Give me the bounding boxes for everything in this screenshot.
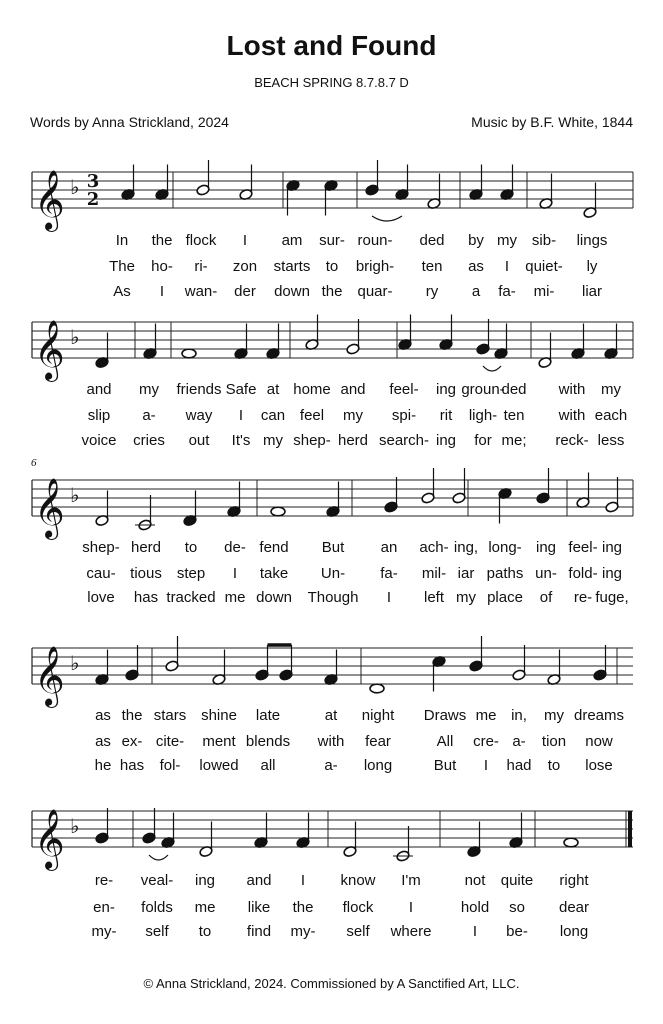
lyric-syllable: ho-	[151, 258, 173, 275]
lyric-syllable: re-	[94, 872, 114, 889]
lyric-syllable: I	[300, 872, 306, 889]
lyric-syllable: cre-	[473, 733, 499, 750]
treble-clef-icon: 𝄞	[34, 320, 65, 380]
lyric-syllable: shep-	[293, 432, 331, 449]
lyric-syllable: stars	[153, 707, 187, 724]
lyric-syllable: he	[94, 757, 112, 774]
lyric-syllable: the	[292, 899, 314, 916]
lyric-syllable: feel-	[389, 381, 419, 398]
lyric-syllable: quiet-	[525, 258, 563, 275]
quarter-note	[95, 808, 109, 844]
final-barline	[628, 811, 632, 847]
lyric-syllable: wan-	[184, 283, 218, 300]
lyric-syllable: each	[594, 407, 628, 424]
lyric-syllable: I	[159, 283, 165, 300]
half-note	[393, 826, 413, 862]
lyric-verse-3	[0, 923, 663, 943]
lyric-syllable: fa-	[498, 283, 516, 300]
lyric-syllable: and	[340, 381, 366, 398]
lyric-syllable: long	[559, 923, 589, 940]
quarter-note	[142, 808, 156, 844]
lyric-syllable: Draws	[423, 707, 467, 724]
lyric-syllable: all	[260, 757, 276, 774]
lyric-syllable: re-	[573, 589, 593, 606]
lyric-syllable: as	[95, 733, 111, 750]
lyric-verse-2	[0, 899, 663, 919]
lyric-syllable: ing	[435, 432, 457, 449]
lyric-syllable: un-	[535, 565, 557, 582]
lyric-syllable: ten	[503, 407, 525, 424]
lyric-syllable: by	[468, 232, 484, 249]
lyric-syllable: an	[380, 539, 398, 556]
lyric-syllable: a-	[512, 733, 526, 750]
lyric-syllable: blends	[245, 733, 291, 750]
lyric-syllable: and	[246, 872, 272, 889]
lyric-syllable: know	[340, 872, 376, 889]
lyric-syllable: shine	[201, 707, 237, 724]
lyric-syllable: me	[194, 899, 216, 916]
lyric-syllable: way	[185, 407, 213, 424]
lyric-syllable: to	[325, 258, 339, 275]
lyric-syllable: me;	[501, 432, 527, 449]
lyric-syllable: Un-	[320, 565, 346, 582]
lyric-syllable: fear	[365, 733, 391, 750]
lyric-syllable: ach-	[419, 539, 449, 556]
lyric-syllable: de-	[224, 539, 246, 556]
lyric-syllable: now	[585, 733, 613, 750]
lyric-syllable: to	[547, 757, 561, 774]
lyric-syllable: my	[263, 432, 283, 449]
lyric-syllable: self	[346, 923, 370, 940]
lyric-syllable: mil-	[421, 565, 447, 582]
lyric-syllable: the	[121, 707, 143, 724]
time-signature-bottom: 2	[86, 189, 100, 210]
lyric-syllable: starts	[273, 258, 311, 275]
lyric-syllable: liar	[581, 283, 603, 300]
lyric-verse-1	[0, 872, 663, 892]
lyric-syllable: self	[145, 923, 169, 940]
lyric-syllable: long-	[488, 539, 522, 556]
measure-number: 6	[31, 457, 37, 469]
lyric-syllable: sur-	[319, 232, 345, 249]
lyric-syllable: ing	[601, 565, 623, 582]
lyric-syllable: my	[601, 381, 621, 398]
lyric-syllable: I'm	[401, 872, 421, 889]
lyric-syllable: so	[509, 899, 525, 916]
key-signature-flat-icon: ♭	[70, 325, 80, 349]
lyric-syllable: herd	[130, 539, 162, 556]
slur	[149, 855, 168, 860]
lyric-syllable: home	[293, 381, 331, 398]
whole-note	[564, 838, 578, 847]
quarter-note	[161, 813, 175, 849]
lyric-syllable: in,	[511, 707, 527, 724]
lyric-syllable: be-	[506, 923, 528, 940]
lyric-syllable: feel-	[568, 539, 598, 556]
lyric-syllable: As	[113, 283, 131, 300]
lyric-syllable: and	[86, 381, 112, 398]
lyric-syllable: veal-	[140, 872, 174, 889]
lyric-syllable: dreams	[573, 707, 625, 724]
lyric-syllable: ing	[435, 381, 457, 398]
lyric-syllable: down	[274, 283, 310, 300]
lyric-syllable: tracked	[166, 589, 216, 606]
lyric-syllable: flock	[342, 899, 374, 916]
lyric-syllable: quar-	[357, 283, 393, 300]
lyric-syllable: dear	[558, 899, 590, 916]
lyric-syllable: iar	[457, 565, 475, 582]
lyric-syllable: The	[109, 258, 135, 275]
lyric-syllable: lowed	[199, 757, 239, 774]
lyric-syllable: my	[497, 232, 517, 249]
lyric-syllable: to	[184, 539, 198, 556]
lyric-syllable: right	[559, 872, 589, 889]
lyric-syllable: Safe	[225, 381, 257, 398]
lyric-syllable: It's	[231, 432, 251, 449]
lyric-syllable: step	[176, 565, 206, 582]
lyric-syllable: But	[433, 757, 457, 774]
lyric-syllable: of	[539, 589, 553, 606]
lyric-syllable: ry	[425, 283, 439, 300]
lyric-syllable: my-	[290, 923, 316, 940]
lyric-syllable: as	[95, 707, 111, 724]
lyric-syllable: less	[597, 432, 625, 449]
lyric-syllable: for	[474, 432, 492, 449]
quarter-note	[254, 813, 268, 849]
lyric-syllable: brigh-	[355, 258, 395, 275]
lyric-syllable: me	[475, 707, 497, 724]
lyric-syllable: lose	[585, 757, 613, 774]
key-signature-flat-icon: ♭	[70, 483, 80, 507]
lyric-syllable: lings	[576, 232, 608, 249]
key-signature-flat-icon: ♭	[70, 651, 80, 675]
lyric-syllable: folds	[141, 899, 173, 916]
lyric-syllable: with	[317, 733, 345, 750]
lyric-syllable: quite	[500, 872, 534, 889]
lyric-syllable: ing	[194, 872, 216, 889]
quarter-note	[296, 813, 310, 849]
key-signature-flat-icon: ♭	[70, 175, 80, 199]
lyric-syllable: hold	[460, 899, 490, 916]
lyric-syllable: I	[232, 565, 238, 582]
lyric-syllable: fuge,	[595, 589, 629, 606]
lyric-syllable: not	[464, 872, 486, 889]
lyric-syllable: my	[544, 707, 564, 724]
lyric-syllable: with	[558, 381, 586, 398]
lyric-syllable: my	[456, 589, 476, 606]
lyric-syllable: voice	[81, 432, 117, 449]
hymn-title: Lost and Found	[226, 30, 437, 61]
lyric-syllable: cite-	[155, 733, 185, 750]
lyric-syllable: ing,	[453, 539, 479, 556]
lyric-syllable: like	[247, 899, 271, 916]
lyric-syllable: as	[468, 258, 484, 275]
lyric-syllable: ligh-	[468, 407, 498, 424]
lyric-syllable: take	[259, 565, 289, 582]
lyric-syllable: has	[119, 757, 145, 774]
lyric-syllable: paths	[486, 565, 524, 582]
lyric-syllable: ten	[421, 258, 443, 275]
lyric-syllable: I	[238, 407, 244, 424]
lyric-syllable: herd	[337, 432, 369, 449]
lyric-syllable: I	[504, 258, 510, 275]
lyric-syllable: mi-	[533, 283, 555, 300]
lyric-syllable: my-	[91, 923, 117, 940]
music-credit: Music by B.F. White, 1844	[471, 114, 633, 130]
lyric-syllable: had	[506, 757, 532, 774]
lyric-syllable: place	[487, 589, 523, 606]
lyric-syllable: where	[390, 923, 432, 940]
lyric-syllable: fol-	[159, 757, 181, 774]
lyric-syllable: the	[151, 232, 173, 249]
lyric-syllable: ri-	[194, 258, 208, 275]
lyric-syllable: night	[361, 707, 395, 724]
lyric-syllable: sib-	[531, 232, 557, 249]
lyric-syllable: flock	[185, 232, 217, 249]
lyric-syllable: with	[558, 407, 586, 424]
lyric-syllable: friends	[176, 381, 222, 398]
lyric-syllable: at	[324, 707, 338, 724]
lyric-syllable: I	[408, 899, 414, 916]
lyric-syllable: I	[386, 589, 392, 606]
lyric-syllable: love	[87, 589, 115, 606]
lyric-syllable: ing	[601, 539, 623, 556]
copyright-notice: © Anna Strickland, 2024. Commissioned by A Sanctified Art, LLC.	[143, 976, 520, 991]
lyric-syllable: can	[260, 407, 286, 424]
lyric-syllable: tious	[130, 565, 162, 582]
lyric-syllable: tion	[541, 733, 567, 750]
lyric-syllable: I	[483, 757, 489, 774]
treble-clef-icon: 𝄞	[34, 170, 65, 230]
lyric-syllable: spi-	[391, 407, 417, 424]
lyric-syllable: my	[343, 407, 363, 424]
lyric-syllable: the	[321, 283, 343, 300]
lyric-syllable: me	[224, 589, 246, 606]
lyric-syllable: late	[255, 707, 281, 724]
tune-name: BEACH SPRING 8.7.8.7 D	[254, 75, 409, 90]
lyric-syllable: ment	[202, 733, 236, 750]
treble-clef-icon: 𝄞	[34, 478, 65, 538]
treble-clef-icon: 𝄞	[34, 809, 65, 869]
lyric-syllable: But	[321, 539, 345, 556]
lyric-syllable: my	[139, 381, 159, 398]
lyric-syllable: out	[188, 432, 210, 449]
lyric-syllable: ded	[419, 232, 445, 249]
lyric-syllable: am	[281, 232, 303, 249]
lyric-syllable: down	[256, 589, 292, 606]
half-note	[199, 822, 213, 858]
lyric-syllable: a-	[324, 757, 338, 774]
lyric-syllable: In	[115, 232, 129, 249]
lyric-syllable: fend	[259, 539, 289, 556]
quarter-note	[467, 822, 481, 858]
lyric-syllable: find	[246, 923, 272, 940]
lyric-syllable: shep-	[82, 539, 120, 556]
lyric-syllable: ing	[535, 539, 557, 556]
lyric-syllable: long	[363, 757, 393, 774]
half-note	[343, 822, 357, 858]
words-credit: Words by Anna Strickland, 2024	[30, 114, 229, 130]
lyric-syllable: I	[472, 923, 478, 940]
lyric-syllable: to	[198, 923, 212, 940]
lyric-syllable: feel	[299, 407, 325, 424]
lyric-syllable: rit	[439, 407, 453, 424]
lyric-syllable: zon	[232, 258, 258, 275]
lyric-syllable: ly	[586, 258, 598, 275]
treble-clef-icon: 𝄞	[34, 646, 65, 706]
lyric-syllable: a-	[142, 407, 156, 424]
lyric-syllable: slip	[87, 407, 111, 424]
lyric-syllable: reck-	[555, 432, 589, 449]
lyric-syllable: groun-	[461, 381, 505, 398]
lyric-syllable: All	[436, 733, 454, 750]
lyric-syllable: fold-	[568, 565, 598, 582]
lyric-syllable: fa-	[380, 565, 398, 582]
lyric-syllable: roun-	[357, 232, 393, 249]
lyric-syllable: cries	[133, 432, 165, 449]
lyric-syllable: left	[423, 589, 445, 606]
lyric-syllable: en-	[93, 899, 115, 916]
lyric-syllable: search-	[378, 432, 430, 449]
lyric-syllable: ded	[501, 381, 527, 398]
quarter-note	[509, 813, 523, 849]
lyric-syllable: a	[471, 283, 481, 300]
lyric-syllable: ex-	[121, 733, 143, 750]
lyric-syllable: at	[266, 381, 280, 398]
time-signature-top: 3	[86, 171, 100, 192]
lyric-syllable: has	[133, 589, 159, 606]
key-signature-flat-icon: ♭	[70, 814, 80, 838]
lyric-syllable: I	[242, 232, 248, 249]
lyric-syllable: cau-	[86, 565, 116, 582]
lyric-syllable: Though	[307, 589, 359, 606]
lyric-syllable: der	[234, 283, 256, 300]
